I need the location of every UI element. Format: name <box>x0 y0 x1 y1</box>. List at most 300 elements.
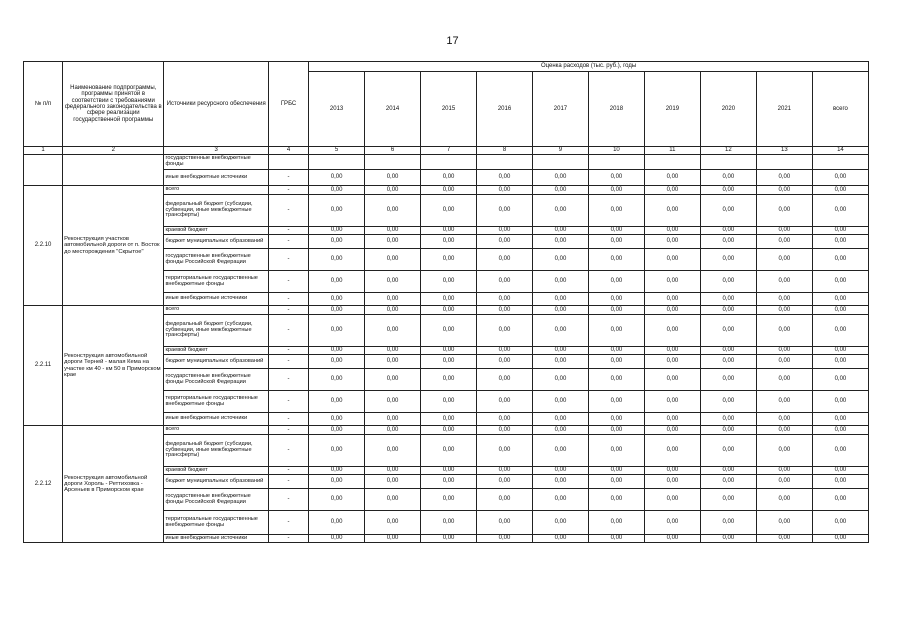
value-cell: 0,00 <box>421 227 477 235</box>
value-cell: 0,00 <box>812 170 868 186</box>
value-cell: 0,00 <box>812 369 868 391</box>
value-cell: 0,00 <box>532 369 588 391</box>
value-cell: 0,00 <box>588 186 644 195</box>
value-cell: 0,00 <box>756 347 812 355</box>
value-cell: 0,00 <box>588 511 644 535</box>
source-label: иные внебюджетные источники <box>164 535 269 543</box>
value-cell: 0,00 <box>309 271 365 293</box>
value-cell: 0,00 <box>532 535 588 543</box>
value-cell: 0,00 <box>700 271 756 293</box>
column-index: 4 <box>268 147 308 155</box>
value-cell: 0,00 <box>532 235 588 249</box>
value-cell: 0,00 <box>365 467 421 475</box>
value-cell: 0,00 <box>588 391 644 413</box>
header-source: Источники ресурсного обеспечения <box>164 62 269 147</box>
value-cell: 0,00 <box>588 306 644 315</box>
value-cell: 0,00 <box>700 170 756 186</box>
value-cell: 0,00 <box>588 413 644 426</box>
source-label: краевой бюджет <box>164 347 269 355</box>
value-cell: 0,00 <box>700 511 756 535</box>
grbs-value: - <box>268 489 308 511</box>
value-cell: 0,00 <box>588 249 644 271</box>
value-cell: 0,00 <box>421 271 477 293</box>
value-cell: 0,00 <box>700 426 756 435</box>
value-cell: 0,00 <box>812 306 868 315</box>
value-cell: 0,00 <box>309 355 365 369</box>
header-year: 2020 <box>700 72 756 147</box>
column-index: 6 <box>365 147 421 155</box>
value-cell: 0,00 <box>700 306 756 315</box>
value-cell: 0,00 <box>532 170 588 186</box>
value-cell: 0,00 <box>477 467 533 475</box>
value-cell: 0,00 <box>477 249 533 271</box>
source-label: территориальные государственные внебюджетные фонды <box>164 511 269 535</box>
value-cell: 0,00 <box>365 355 421 369</box>
value-cell: 0,00 <box>756 271 812 293</box>
value-cell: 0,00 <box>477 195 533 227</box>
grbs-value: - <box>268 293 308 306</box>
value-cell: 0,00 <box>309 227 365 235</box>
column-index: 11 <box>644 147 700 155</box>
value-cell: 0,00 <box>644 315 700 347</box>
value-cell: 0,00 <box>309 426 365 435</box>
value-cell: 0,00 <box>421 391 477 413</box>
value-cell: 0,00 <box>532 347 588 355</box>
grbs-value: - <box>268 186 308 195</box>
value-cell: 0,00 <box>365 227 421 235</box>
value-cell: 0,00 <box>532 467 588 475</box>
value-cell: 0,00 <box>644 535 700 543</box>
grbs-value: - <box>268 170 308 186</box>
value-cell: 0,00 <box>756 293 812 306</box>
value-cell: 0,00 <box>588 271 644 293</box>
value-cell: 0,00 <box>756 195 812 227</box>
value-cell: 0,00 <box>309 489 365 511</box>
column-index: 7 <box>421 147 477 155</box>
value-cell: 0,00 <box>588 489 644 511</box>
value-cell: 0,00 <box>365 271 421 293</box>
value-cell: 0,00 <box>532 489 588 511</box>
value-cell: 0,00 <box>365 186 421 195</box>
value-cell: 0,00 <box>588 315 644 347</box>
source-label: бюджет муниципальных образований <box>164 355 269 369</box>
column-index: 3 <box>164 147 269 155</box>
section-number: 2.2.12 <box>24 426 63 543</box>
header-year: 2015 <box>421 72 477 147</box>
value-cell: 0,00 <box>812 235 868 249</box>
column-index: 12 <box>700 147 756 155</box>
value-cell: 0,00 <box>700 235 756 249</box>
value-cell: 0,00 <box>365 347 421 355</box>
value-cell: 0,00 <box>588 467 644 475</box>
value-cell: 0,00 <box>588 535 644 543</box>
grbs-value: - <box>268 369 308 391</box>
value-cell: 0,00 <box>309 249 365 271</box>
value-cell: 0,00 <box>365 235 421 249</box>
value-cell: 0,00 <box>532 293 588 306</box>
header-year: всего <box>812 72 868 147</box>
value-cell: 0,00 <box>644 475 700 489</box>
header-year: 2013 <box>309 72 365 147</box>
value-cell: 0,00 <box>756 227 812 235</box>
value-cell: 0,00 <box>532 426 588 435</box>
value-cell: 0,00 <box>309 195 365 227</box>
value-cell: 0,00 <box>700 489 756 511</box>
value-cell: 0,00 <box>477 413 533 426</box>
header-year: 2017 <box>532 72 588 147</box>
header-num: № п/п <box>24 62 63 147</box>
value-cell: 0,00 <box>477 355 533 369</box>
value-cell: 0,00 <box>309 306 365 315</box>
source-label: всего <box>164 306 269 315</box>
value-cell: 0,00 <box>812 391 868 413</box>
header-year: 2014 <box>365 72 421 147</box>
value-cell: 0,00 <box>812 475 868 489</box>
section-number: 2.2.10 <box>24 186 63 306</box>
value-cell: 0,00 <box>365 293 421 306</box>
value-cell: 0,00 <box>812 271 868 293</box>
value-cell <box>477 155 533 170</box>
value-cell: 0,00 <box>477 489 533 511</box>
source-label: государственные внебюджетные фонды Российской Федерации <box>164 369 269 391</box>
value-cell: 0,00 <box>700 391 756 413</box>
value-cell: 0,00 <box>812 186 868 195</box>
value-cell: 0,00 <box>532 186 588 195</box>
value-cell <box>644 155 700 170</box>
value-cell: 0,00 <box>421 355 477 369</box>
source-label: государственные внебюджетные фонды Российской Федерации <box>164 489 269 511</box>
value-cell: 0,00 <box>477 235 533 249</box>
value-cell: 0,00 <box>812 426 868 435</box>
value-cell: 0,00 <box>756 249 812 271</box>
value-cell: 0,00 <box>644 391 700 413</box>
value-cell <box>532 155 588 170</box>
value-cell: 0,00 <box>588 347 644 355</box>
header-name: Наименование подпрограммы, программы принятой в соответствии с требованиями федерального законодательства в сфере реализации государственной программы <box>63 62 164 147</box>
value-cell: 0,00 <box>477 475 533 489</box>
table-row <box>24 155 869 170</box>
value-cell: 0,00 <box>644 467 700 475</box>
value-cell: 0,00 <box>644 426 700 435</box>
value-cell: 0,00 <box>421 235 477 249</box>
column-index: 5 <box>309 147 365 155</box>
value-cell: 0,00 <box>700 293 756 306</box>
value-cell: 0,00 <box>421 413 477 426</box>
grbs-value: - <box>268 235 308 249</box>
value-cell <box>309 155 365 170</box>
value-cell: 0,00 <box>756 355 812 369</box>
value-cell: 0,00 <box>421 535 477 543</box>
value-cell: 0,00 <box>477 347 533 355</box>
value-cell: 0,00 <box>812 413 868 426</box>
value-cell: 0,00 <box>588 355 644 369</box>
value-cell: 0,00 <box>421 249 477 271</box>
value-cell: 0,00 <box>700 355 756 369</box>
value-cell: 0,00 <box>309 170 365 186</box>
value-cell: 0,00 <box>421 426 477 435</box>
value-cell: 0,00 <box>756 435 812 467</box>
value-cell: 0,00 <box>365 195 421 227</box>
source-label: краевой бюджет <box>164 227 269 235</box>
header-year: 2016 <box>477 72 533 147</box>
value-cell: 0,00 <box>477 306 533 315</box>
value-cell: 0,00 <box>812 249 868 271</box>
source-label: государственные внебюджетные фонды <box>164 155 269 170</box>
value-cell: 0,00 <box>644 306 700 315</box>
grbs-value: - <box>268 467 308 475</box>
value-cell: 0,00 <box>700 467 756 475</box>
value-cell: 0,00 <box>700 249 756 271</box>
value-cell: 0,00 <box>532 195 588 227</box>
value-cell: 0,00 <box>309 413 365 426</box>
value-cell: 0,00 <box>532 306 588 315</box>
value-cell: 0,00 <box>309 293 365 306</box>
value-cell: 0,00 <box>477 535 533 543</box>
value-cell: 0,00 <box>477 391 533 413</box>
value-cell: 0,00 <box>365 306 421 315</box>
value-cell: 0,00 <box>700 315 756 347</box>
section-name: Реконструкция автомобильной дороги Терней - малая Кема на участке км 40 - км 50 в Приморском крае <box>63 306 164 426</box>
value-cell <box>365 155 421 170</box>
value-cell: 0,00 <box>477 271 533 293</box>
value-cell: 0,00 <box>365 249 421 271</box>
value-cell: 0,00 <box>421 369 477 391</box>
grbs-value: - <box>268 271 308 293</box>
value-cell: 0,00 <box>532 271 588 293</box>
header-grbs: ГРБС <box>268 62 308 147</box>
value-cell: 0,00 <box>477 170 533 186</box>
value-cell: 0,00 <box>532 227 588 235</box>
value-cell: 0,00 <box>532 435 588 467</box>
value-cell: 0,00 <box>756 391 812 413</box>
column-index: 10 <box>588 147 644 155</box>
value-cell <box>756 155 812 170</box>
value-cell: 0,00 <box>365 426 421 435</box>
value-cell: 0,00 <box>477 315 533 347</box>
source-label: бюджет муниципальных образований <box>164 235 269 249</box>
value-cell: 0,00 <box>812 195 868 227</box>
value-cell: 0,00 <box>756 511 812 535</box>
source-label: государственные внебюджетные фонды Российской Федерации <box>164 249 269 271</box>
value-cell: 0,00 <box>309 475 365 489</box>
value-cell: 0,00 <box>756 306 812 315</box>
grbs-value: - <box>268 249 308 271</box>
source-label: всего <box>164 426 269 435</box>
value-cell: 0,00 <box>812 293 868 306</box>
grbs-value: - <box>268 195 308 227</box>
value-cell: 0,00 <box>644 511 700 535</box>
value-cell: 0,00 <box>644 413 700 426</box>
row-name <box>63 155 164 186</box>
source-label: иные внебюджетные источники <box>164 293 269 306</box>
value-cell: 0,00 <box>532 315 588 347</box>
value-cell: 0,00 <box>309 391 365 413</box>
source-label: иные внебюджетные источники <box>164 170 269 186</box>
value-cell: 0,00 <box>532 413 588 426</box>
value-cell: 0,00 <box>812 435 868 467</box>
header-year: 2021 <box>756 72 812 147</box>
value-cell: 0,00 <box>365 413 421 426</box>
value-cell <box>812 155 868 170</box>
grbs-value: - <box>268 315 308 347</box>
value-cell: 0,00 <box>756 413 812 426</box>
grbs-value: - <box>268 435 308 467</box>
value-cell: 0,00 <box>700 535 756 543</box>
value-cell: 0,00 <box>812 535 868 543</box>
value-cell: 0,00 <box>644 249 700 271</box>
grbs-value: - <box>268 426 308 435</box>
value-cell: 0,00 <box>532 391 588 413</box>
source-label: территориальные государственные внебюджетные фонды <box>164 391 269 413</box>
value-cell: 0,00 <box>421 170 477 186</box>
page-number: 17 <box>446 35 459 47</box>
value-cell: 0,00 <box>365 391 421 413</box>
value-cell: 0,00 <box>756 369 812 391</box>
grbs-value: - <box>268 227 308 235</box>
value-cell: 0,00 <box>644 489 700 511</box>
value-cell: 0,00 <box>421 347 477 355</box>
value-cell: 0,00 <box>421 186 477 195</box>
value-cell: 0,00 <box>644 369 700 391</box>
value-cell: 0,00 <box>309 535 365 543</box>
value-cell: 0,00 <box>532 355 588 369</box>
value-cell: 0,00 <box>644 293 700 306</box>
value-cell: 0,00 <box>477 293 533 306</box>
value-cell: 0,00 <box>644 435 700 467</box>
column-index: 13 <box>756 147 812 155</box>
value-cell: 0,00 <box>588 369 644 391</box>
value-cell: 0,00 <box>365 511 421 535</box>
value-cell: 0,00 <box>812 467 868 475</box>
grbs-value: - <box>268 475 308 489</box>
value-cell: 0,00 <box>644 195 700 227</box>
value-cell: 0,00 <box>477 186 533 195</box>
value-cell: 0,00 <box>644 235 700 249</box>
column-index: 1 <box>24 147 63 155</box>
value-cell: 0,00 <box>756 170 812 186</box>
value-cell: 0,00 <box>644 271 700 293</box>
section-name: Реконструкция автомобильной дороги Хороль - Реттиховка - Арсеньев в Приморском крае <box>63 426 164 543</box>
value-cell: 0,00 <box>309 511 365 535</box>
row-num <box>24 155 63 186</box>
value-cell: 0,00 <box>309 315 365 347</box>
value-cell: 0,00 <box>700 186 756 195</box>
section-number: 2.2.11 <box>24 306 63 426</box>
value-cell: 0,00 <box>644 186 700 195</box>
grbs-value: - <box>268 511 308 535</box>
value-cell: 0,00 <box>756 475 812 489</box>
value-cell: 0,00 <box>365 170 421 186</box>
value-cell: 0,00 <box>532 249 588 271</box>
value-cell: 0,00 <box>309 186 365 195</box>
value-cell: 0,00 <box>700 475 756 489</box>
value-cell: 0,00 <box>309 369 365 391</box>
header-expense-group: Оценка расходов (тыс. руб.), годы <box>309 62 869 72</box>
value-cell: 0,00 <box>588 195 644 227</box>
source-label: всего <box>164 186 269 195</box>
value-cell: 0,00 <box>588 170 644 186</box>
value-cell: 0,00 <box>365 369 421 391</box>
value-cell: 0,00 <box>812 511 868 535</box>
value-cell: 0,00 <box>756 235 812 249</box>
value-cell: 0,00 <box>532 475 588 489</box>
value-cell: 0,00 <box>365 535 421 543</box>
grbs-value: - <box>268 355 308 369</box>
value-cell: 0,00 <box>756 535 812 543</box>
value-cell: 0,00 <box>588 293 644 306</box>
value-cell: 0,00 <box>644 170 700 186</box>
value-cell: 0,00 <box>421 489 477 511</box>
value-cell: 0,00 <box>421 315 477 347</box>
expense-table <box>23 61 869 543</box>
value-cell: 0,00 <box>812 347 868 355</box>
table-row <box>24 186 869 195</box>
value-cell: 0,00 <box>756 489 812 511</box>
value-cell: 0,00 <box>700 195 756 227</box>
column-index: 8 <box>477 147 533 155</box>
table-row <box>24 426 869 435</box>
value-cell: 0,00 <box>644 347 700 355</box>
value-cell <box>700 155 756 170</box>
grbs-value: - <box>268 413 308 426</box>
column-index: 14 <box>812 147 868 155</box>
value-cell: 0,00 <box>309 235 365 249</box>
value-cell: 0,00 <box>812 315 868 347</box>
value-cell: 0,00 <box>756 467 812 475</box>
source-label: краевой бюджет <box>164 467 269 475</box>
header-year: 2018 <box>588 72 644 147</box>
value-cell: 0,00 <box>477 369 533 391</box>
value-cell: 0,00 <box>365 475 421 489</box>
value-cell: 0,00 <box>365 489 421 511</box>
value-cell: 0,00 <box>421 195 477 227</box>
value-cell: 0,00 <box>309 435 365 467</box>
value-cell: 0,00 <box>477 426 533 435</box>
value-cell: 0,00 <box>644 227 700 235</box>
value-cell: 0,00 <box>477 511 533 535</box>
value-cell: 0,00 <box>421 435 477 467</box>
section-name: Реконструкция участков автомобильной дороги от п. Восток до месторождения "Скрытое" <box>63 186 164 306</box>
value-cell: 0,00 <box>588 426 644 435</box>
value-cell: 0,00 <box>421 467 477 475</box>
value-cell: 0,00 <box>588 435 644 467</box>
value-cell: 0,00 <box>700 413 756 426</box>
value-cell: 0,00 <box>309 467 365 475</box>
source-label: иные внебюджетные источники <box>164 413 269 426</box>
value-cell: 0,00 <box>588 475 644 489</box>
value-cell: 0,00 <box>756 426 812 435</box>
source-label: бюджет муниципальных образований <box>164 475 269 489</box>
source-label: федеральный бюджет (субсидии, субвенции, иные межбюджетные трансферты) <box>164 435 269 467</box>
value-cell: 0,00 <box>365 315 421 347</box>
value-cell: 0,00 <box>812 355 868 369</box>
value-cell: 0,00 <box>700 227 756 235</box>
grbs-value: - <box>268 347 308 355</box>
value-cell: 0,00 <box>421 511 477 535</box>
column-index: 2 <box>63 147 164 155</box>
value-cell: 0,00 <box>756 315 812 347</box>
value-cell: 0,00 <box>756 186 812 195</box>
value-cell: 0,00 <box>644 355 700 369</box>
grbs-value: - <box>268 391 308 413</box>
value-cell: 0,00 <box>421 475 477 489</box>
value-cell: 0,00 <box>309 347 365 355</box>
value-cell: 0,00 <box>812 227 868 235</box>
value-cell: 0,00 <box>588 227 644 235</box>
table-row <box>24 306 869 315</box>
column-index: 9 <box>532 147 588 155</box>
value-cell: 0,00 <box>477 435 533 467</box>
